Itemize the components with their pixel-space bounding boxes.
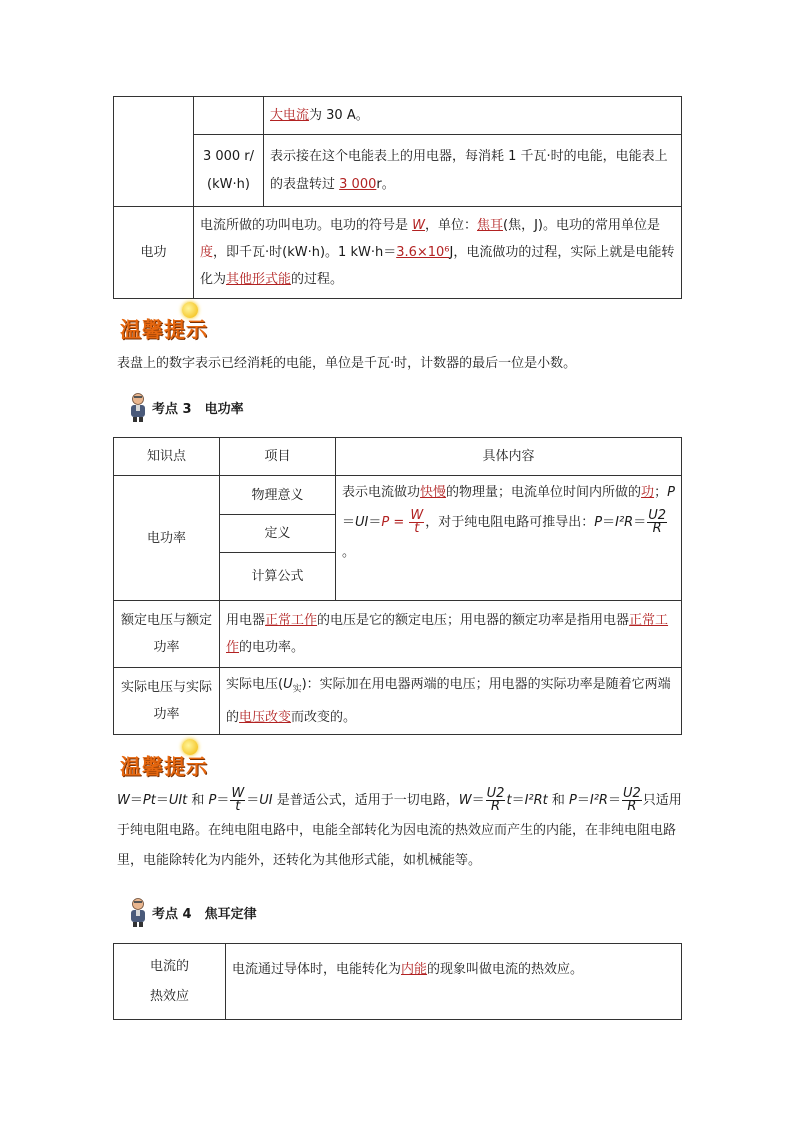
section-3-title: 考点 3 电功率 xyxy=(152,402,244,417)
heat-effect-label: 电流的 热效应 xyxy=(114,944,226,1020)
empty-label-cell xyxy=(114,97,194,207)
power-label: 电功率 xyxy=(114,476,220,601)
section-4-title: 考点 4 焦耳定律 xyxy=(152,907,257,922)
power-content: 表示电流做功快慢的物理量；电流单位时间内所做的功；P＝UI＝P = $\frac{W}{t}$ ，对于纯电阻电路可推导出：P＝I²R＝ $\frac{U2}{R}$ 。 xyxy=(336,476,682,601)
joule-law-table xyxy=(113,943,682,1020)
teacher-icon xyxy=(128,897,148,927)
rated-content: 用电器正常工作的电压是它的额定电压；用电器的额定功率是指用电器正常工作的电功率。 xyxy=(220,601,682,668)
header-item: 项目 xyxy=(220,438,336,476)
header-knowledge: 知识点 xyxy=(114,438,220,476)
header-content: 具体内容 xyxy=(336,438,682,476)
item-physical-meaning: 物理意义 xyxy=(220,476,336,515)
tip2-text: W＝Pt＝UIt 和 P＝ $\frac{W}{t}$ ＝UI 是普适公式，适用于一切电路，W＝ $\frac{U2}{R}$ t＝I²Rt 和 P＝I²R＝ $\frac{U2}{R}$ 只适用于纯电阻电路。在纯电阻电路中，电能全部转化为因电流的热效应而产生的内能，在非纯电阻电路里，电能除转化为内能外，还转化为其他形式能，如机械能等。 xyxy=(117,786,682,868)
max-current-cell: 大电流为 30 A。 xyxy=(264,97,682,135)
electric-work-label: 电功 xyxy=(114,207,194,299)
warm-tip-badge-1 xyxy=(120,310,212,340)
empty-item-cell xyxy=(194,97,264,135)
rated-label: 额定电压与额定功率 xyxy=(114,601,220,668)
electric-power-table xyxy=(113,437,682,735)
electric-work-desc: 电流所做的功叫电功。电功的符号是 W，单位：焦耳(焦，J)。电功的常用单位是度，即千瓦·时(kW·h)。1 kW·h＝3.6×10⁶J，电流做功的过程，实际上就是电能转化为其他形式能的过程。 xyxy=(194,207,682,299)
teacher-icon xyxy=(128,392,148,422)
warm-tip-label: 温馨提示 xyxy=(120,317,208,342)
actual-label: 实际电压与实际功率 xyxy=(114,668,220,735)
electric-work-table xyxy=(113,96,682,299)
item-formula: 计算公式 xyxy=(220,553,336,601)
tip1-text: 表盘上的数字表示已经消耗的电能，单位是千瓦·时，计数器的最后一位是小数。 xyxy=(117,356,577,371)
heat-effect-content: 电流通过导体时，电能转化为内能的现象叫做电流的热效应。 xyxy=(226,944,682,1020)
warm-tip-label: 温馨提示 xyxy=(120,754,208,779)
item-definition: 定义 xyxy=(220,515,336,553)
actual-content: 实际电压$(U_实)$：实际加在用电器两端的电压；用电器的实际功率是随着它两端的电压改变而改变的。 xyxy=(220,668,682,735)
rev-rate-cell: 3 000 r/ (kW·h) xyxy=(194,135,264,207)
warm-tip-badge-2 xyxy=(120,747,212,777)
rev-rate-desc: 表示接在这个电能表上的用电器，每消耗 1 千瓦·时的电能，电能表上的表盘转过 3 000r。 xyxy=(264,135,682,207)
